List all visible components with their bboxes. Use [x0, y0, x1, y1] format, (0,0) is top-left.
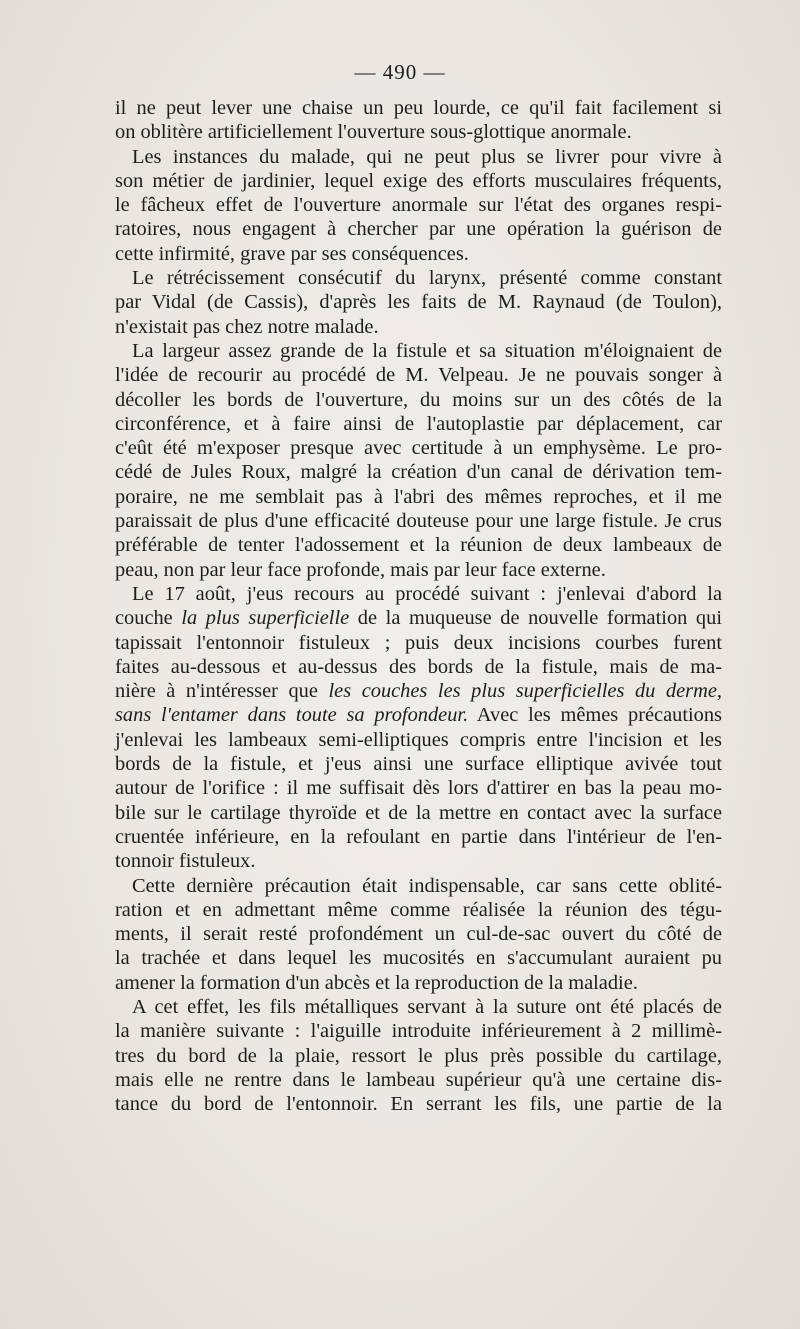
text-line: j'enlevai les lambeaux semi-elliptiques compris entre l'incision et les [115, 728, 722, 751]
text-line: ration et en admettant même comme réalisée la réunion des tégu- [115, 898, 722, 921]
text-line: on oblitère artificiellement l'ouverture sous-glottique anormale. [115, 121, 632, 144]
paragraph [115, 120, 722, 144]
text-line: cruentée inférieure, en la refoulant en partie dans l'intérieur de l'en- [115, 825, 722, 848]
text-line: circonférence, et à faire ainsi de l'autoplastie par déplacement, car [115, 412, 722, 435]
body-text [115, 96, 722, 1116]
italic-phrase: la plus superficielle [181, 607, 350, 630]
text-line: la manière suivante : l'aiguille introduite inférieurement à 2 millimè- [115, 1020, 722, 1043]
text-line: nière à n'intéresser que les couches les plus superficielles du derme, [115, 680, 722, 703]
text-line: Cette dernière précaution était indispensable, car sans cette oblité- [132, 874, 722, 897]
text-line: tance du bord de l'entonnoir. En serrant les fils, une partie de la [115, 1093, 722, 1116]
italic-phrase: sans l'entamer dans toute sa profondeur. [115, 704, 469, 727]
text-line: Le 17 août, j'eus recours au procédé suivant : j'enlevai d'abord la [132, 582, 722, 605]
text-line: la trachée et dans lequel les mucosités en s'accumulant auraient pu [115, 947, 722, 970]
text-line: il ne peut lever une chaise un peu lourde, ce qu'il fait facilement si [115, 97, 722, 119]
text-line: décoller les bords de l'ouverture, du moins sur un des côtés de la [115, 388, 722, 411]
text-line: le fâcheux effet de l'ouverture anormale sur l'état des organes respi- [115, 194, 722, 217]
page-number: — 490 — [354, 60, 446, 84]
text-line: cette infirmité, grave par ses conséquences. [115, 242, 469, 265]
paragraph [115, 96, 722, 120]
text-line: peau, non par leur face profonde, mais par leur face externe. [115, 558, 606, 581]
text-line: ratoires, nous engagent à chercher par une opération la guérison de [115, 218, 722, 241]
text-line: mais elle ne rentre dans le lambeau supérieur qu'à une certaine dis- [115, 1068, 722, 1091]
text-line: paraissait de plus d'une efficacité douteuse pour une large fistule. Je crus [115, 510, 722, 533]
text-line: son métier de jardinier, lequel exige des efforts musculaires fréquents, [115, 169, 722, 192]
text-line: par Vidal (de Cassis), d'après les faits de M. Raynaud (de Toulon), [115, 291, 722, 314]
text-line: poraire, ne me semblait pas à l'abri des mêmes reproches, et il me [115, 485, 722, 508]
text-line: autour de l'orifice : il me suffisait dès lors d'attirer en bas la peau mo- [115, 777, 722, 800]
text-line: préférable de tenter l'adossement et la réunion de deux lambeaux de [115, 534, 722, 557]
paragraphs-container [115, 145, 722, 1117]
text-line: tres du bord de la plaie, ressort le plus près possible du cartilage, [115, 1044, 722, 1067]
italic-phrase: les couches les plus superficielles du derme, [328, 680, 722, 703]
text-line: amener la formation d'un abcès et la reproduction de la maladie. [115, 971, 638, 994]
text-line: sans l'entamer dans toute sa profondeur. Avec les mêmes précautions [115, 704, 722, 727]
text-line: Le rétrécissement consécutif du larynx, présenté comme constant [132, 267, 722, 290]
text-line: ments, il serait resté profondément un cul-de-sac ouvert du côté de [115, 923, 722, 946]
text-line: faites au-dessous et au-dessus des bords de la fistule, mais de ma- [115, 655, 722, 678]
text-line: cédé de Jules Roux, malgré la création d'un canal de dérivation tem- [115, 461, 722, 484]
text-line: couche la plus superficielle de la muqueuse de nouvelle formation qui [115, 607, 722, 630]
text-line: Les instances du malade, qui ne peut plus se livrer pour vivre à [132, 145, 722, 168]
text-line: bile sur le cartilage thyroïde et de la mettre en contact avec la surface [115, 801, 722, 824]
text-line: tonnoir fistuleux. [115, 850, 256, 873]
text-line: A cet effet, les fils métalliques servant à la suture ont été placés de [132, 995, 722, 1018]
text-line: bords de la fistule, et j'eus ainsi une surface elliptique avivée tout [115, 753, 722, 776]
text-line: tapissait l'entonnoir fistuleux ; puis deux incisions courbes furent [115, 631, 722, 654]
text-line: l'idée de recourir au procédé de M. Velpeau. Je ne pouvais songer à [115, 364, 722, 387]
text-line: c'eût été m'exposer presque avec certitude à un emphysème. Le pro- [115, 437, 722, 460]
text-line: La largeur assez grande de la fistule et sa situation m'éloignaient de [132, 339, 722, 362]
text-line: n'existait pas chez notre malade. [115, 315, 379, 338]
